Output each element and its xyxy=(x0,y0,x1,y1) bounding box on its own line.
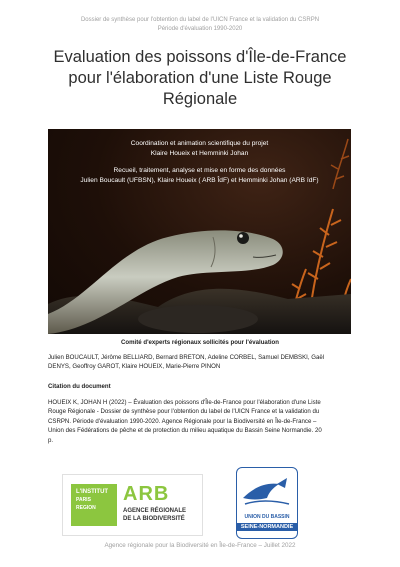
report-header xyxy=(0,16,400,33)
coordination-names: Klaire Houeix et Hemminki Johan xyxy=(150,150,249,157)
page-footer: Agence régionale pour la Biodiversité en Île-de-France – Juillet 2022 xyxy=(104,542,296,549)
citation-heading: Citation du document xyxy=(48,383,111,390)
arb-acronym: ARB xyxy=(123,483,170,505)
coordination-heading: Coordination et animation scientifique du projet xyxy=(130,140,269,147)
arb-full-name: AGENCE RÉGIONALE DE LA BIODIVERSITÉ xyxy=(123,508,187,522)
citation-line-1: HOUEIX K, JOHAN H (2022) – Évaluation des poissons d'Île-de-France pour l'élaboration d'une Liste xyxy=(48,399,321,406)
union-bassin-logo xyxy=(236,467,298,539)
institut-paris-region-badge: L'INSTITUT PARIS REGION xyxy=(71,484,117,526)
cover-photo xyxy=(48,129,351,334)
document-title xyxy=(20,47,380,110)
union-line-2: SEINE-NORMANDIE xyxy=(237,523,297,531)
data-processing-names: Julien Boucault (UFBSN), Klaire Houeix ( ARB ÎdF) et Hemminki Johan (ARB îdF) xyxy=(80,177,319,184)
citation-line-2: Rouge Régionale - Dossier de synthèse pour l'obtention du label de l'UICN France et la validation du xyxy=(48,408,320,416)
committee-heading: Comité d'experts régionaux sollicités pour l'évaluation xyxy=(121,339,279,346)
fish-wave-icon xyxy=(237,470,297,512)
data-processing-heading: Recueil, traitement, analyse et mise en forme des données xyxy=(113,167,286,174)
eel-illustration xyxy=(48,129,351,334)
citation-text xyxy=(48,398,352,445)
committee-members-line-2: DENYS, Geoffroy GAROT, Klaire HOUEIX, Marie-Pierre PINON xyxy=(48,363,221,371)
union-line-1: UNION DU BASSIN xyxy=(244,514,290,520)
title-line-3: Régionale xyxy=(162,90,238,108)
header-line-2: Période d'évaluation 1990-2020 xyxy=(157,25,243,32)
header-line-1: Dossier de synthèse pour l'obtention du label de l'UICN France et la validation du CSRPN xyxy=(80,17,320,23)
citation-line-4: Union des Fédérations de pêche et de protection du milieu aquatique du Bassin Seine Normandie. 20 xyxy=(48,427,322,435)
citation-line-5: p. xyxy=(48,436,54,444)
arb-logo xyxy=(62,474,203,536)
committee-members xyxy=(48,353,352,372)
citation-line-3: CSRPN. Période d'évaluation 1990-2020. Agence Régionale pour la Biodiversité en Île-de-France – xyxy=(48,417,317,425)
committee-members-line-1: Julien BOUCAULT, Jérôme BELLIARD, Bernard BRETON, Adeline CORBEL, Samuel DEMBSKI, Gaël xyxy=(48,354,325,361)
title-line-1: Evaluation des poissons d'Île-de-France xyxy=(53,48,347,66)
title-line-2: pour l'élaboration d'une Liste Rouge xyxy=(68,69,332,87)
